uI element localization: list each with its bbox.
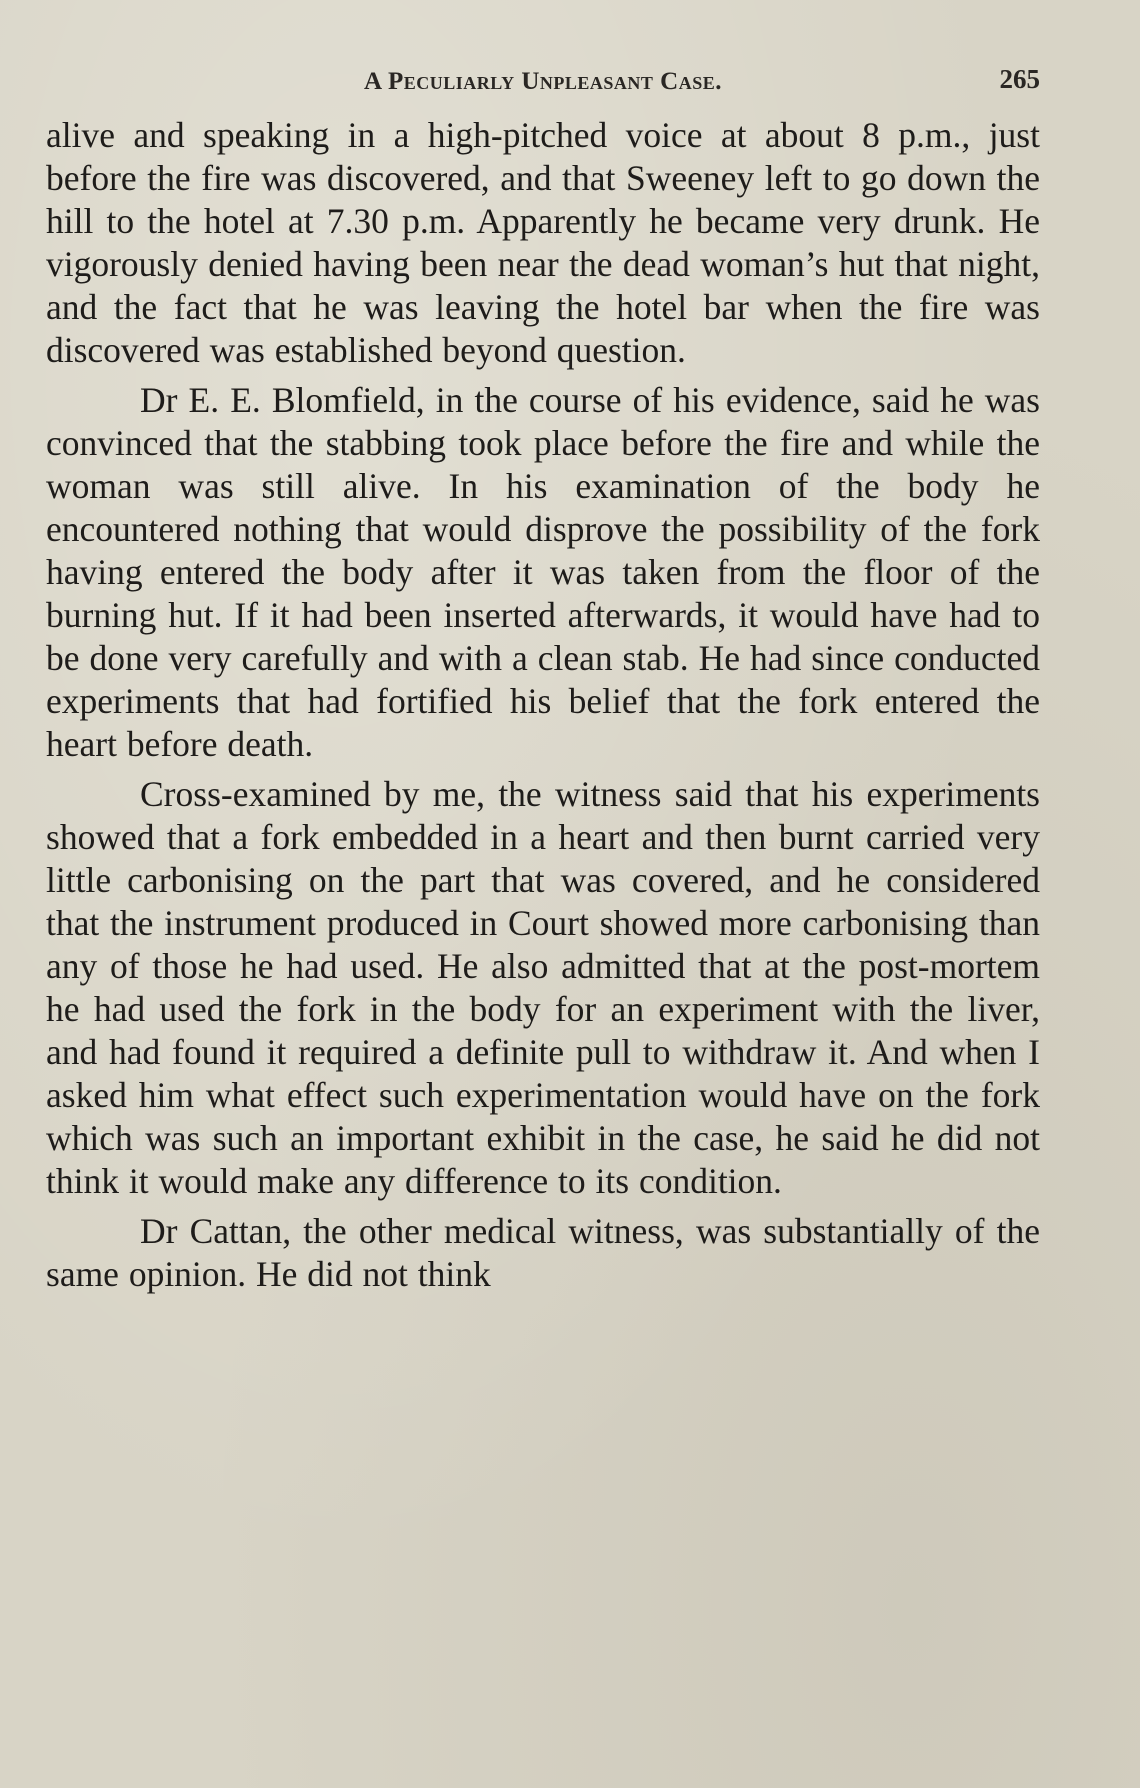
paragraph: Dr E. E. Blomfield, in the course of his evidence, said he was convinced that the stabbing took place before the fire and while the woman was still alive. In his examination of the body he encountered nothing that would disprove the possibility of the fork having entered the body after it was taken from the floor of the burning hut. If it had been inserted afterwards, it would have had to be done very carefully and with a clean stab. He had since conducted experiments that had fortified his belief that the fork entered the heart before death. bbox=[46, 380, 1040, 764]
running-title: A Peculiarly Unpleasant Case. bbox=[364, 68, 722, 95]
running-head bbox=[46, 58, 1040, 114]
paragraph: alive and speaking in a high-pitched voice at about 8 p.m., just before the fire was discovered, and that Sweeney left to go down the hill to the hotel at 7.30 p.m. Apparently he became very drunk. He vigorously denied having been near the dead woman’s hut that night, and the fact that he was leaving the hotel bar when the fire was discovered was established beyond question. bbox=[46, 115, 1040, 370]
page-number: 265 bbox=[999, 64, 1040, 94]
paragraph: Cross-examined by me, the witness said that his experiments showed that a fork embedded in a heart and then burnt carried very little carbonising on the part that was covered, and he considered that the instrument produced in Court showed more carbonising than any of those he had used. He also admitted that at the post-mortem he had used the fork in the body for an experiment with the liver, and had found it required a definite pull to withdraw it. And when I asked him what effect such experimentation would have on the fork which was such an important exhibit in the case, he said he did not think it would make any difference to its condition. bbox=[46, 774, 1040, 1201]
body-text bbox=[46, 114, 1040, 1296]
paragraph: Dr Cattan, the other medical witness, was substantially of the same opinion. He did not think bbox=[46, 1211, 1040, 1294]
book-page bbox=[46, 58, 1040, 1296]
